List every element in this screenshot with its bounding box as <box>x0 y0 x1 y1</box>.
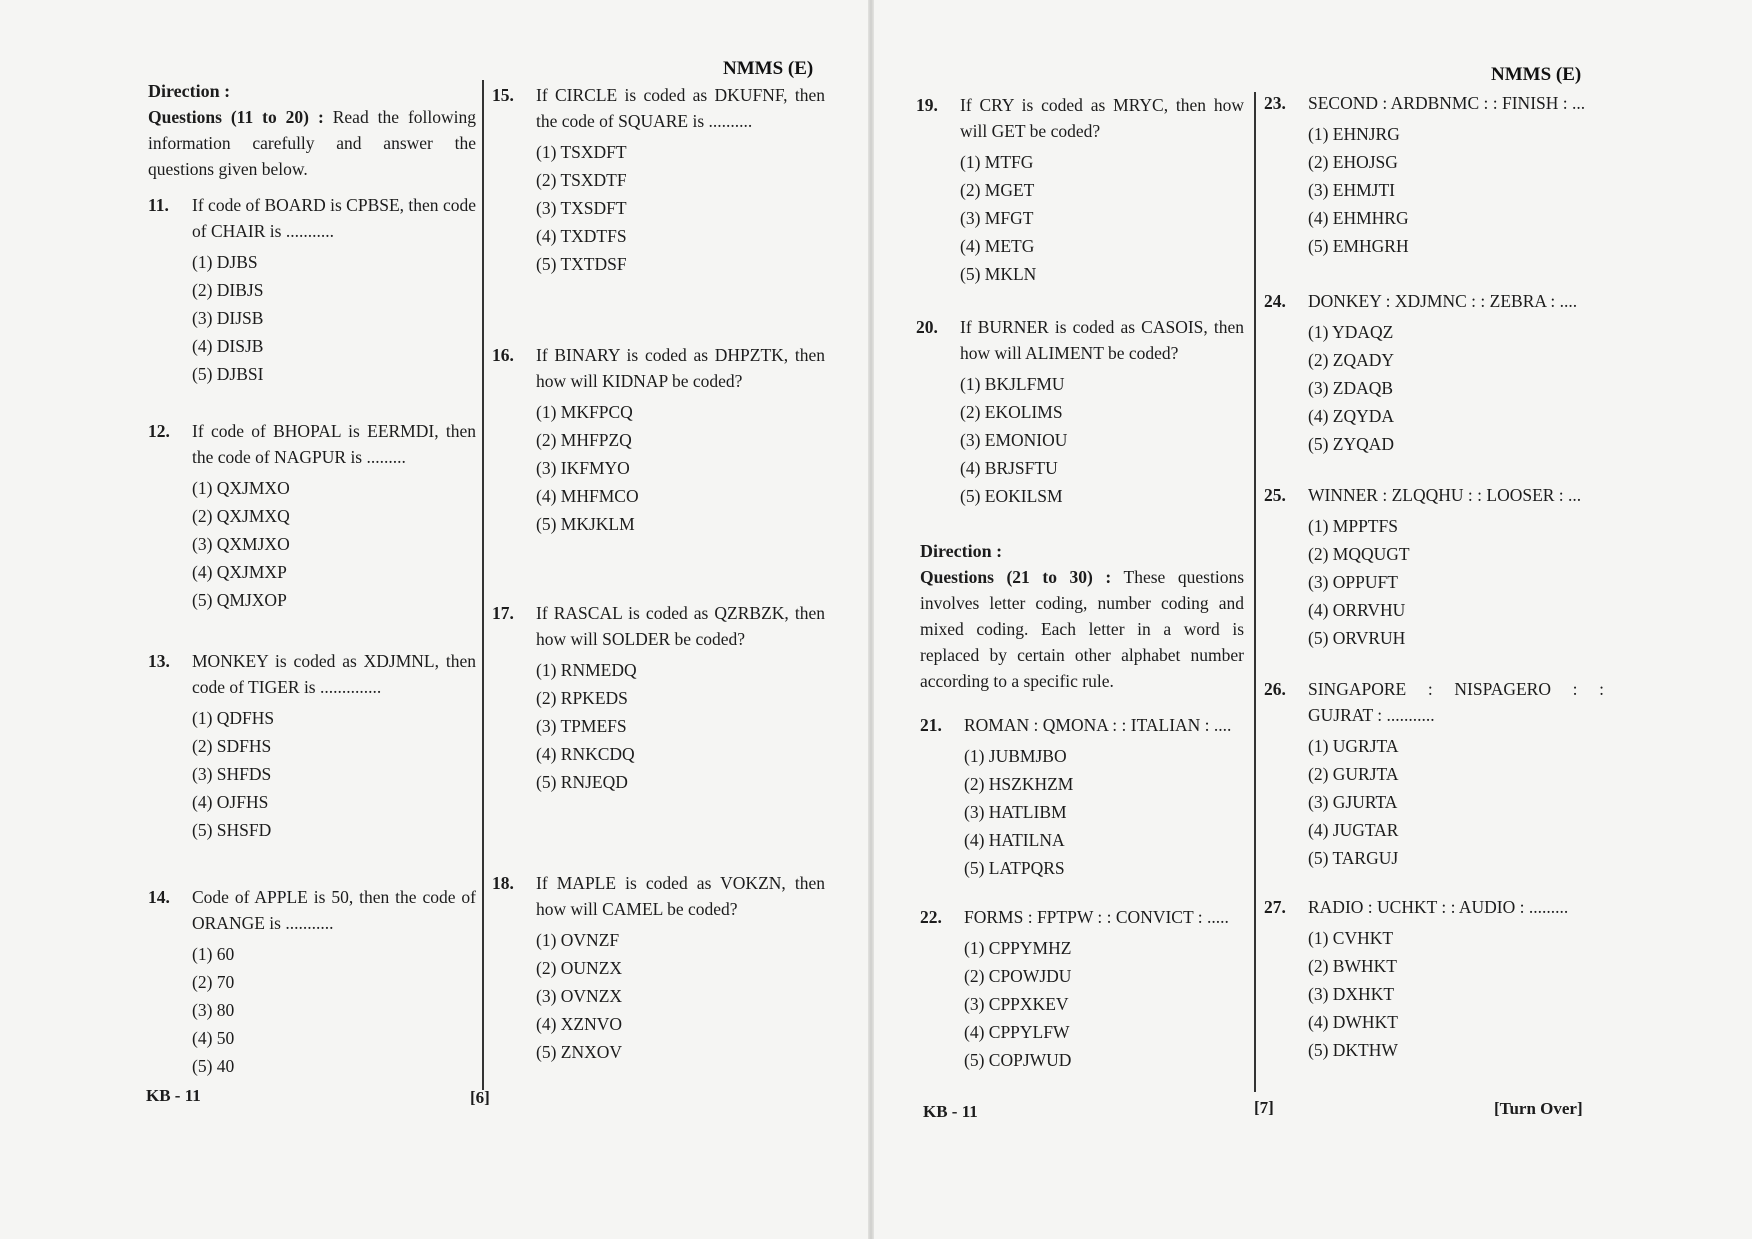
option-5[interactable]: (5) ORVRUH <box>1308 628 1406 648</box>
question-number: 20. <box>916 317 938 337</box>
question-text: If code of BOARD is CPBSE, then code of CHAIR is ........... <box>192 195 476 241</box>
option-2[interactable]: (2) EHOJSG <box>1308 152 1398 172</box>
option-1[interactable]: (1) BKJLFMU <box>960 374 1065 394</box>
direction-text <box>920 564 1244 694</box>
option-1[interactable]: (1) TSXDFT <box>536 142 627 162</box>
option-3[interactable]: (3) ZDAQB <box>1308 378 1394 398</box>
option-list <box>192 704 476 844</box>
option-1[interactable]: (1) RNMEDQ <box>536 660 637 680</box>
option-3[interactable]: (3) QXMJXO <box>192 534 290 554</box>
question-14 <box>148 884 476 1080</box>
option-2[interactable]: (2) MGET <box>960 180 1035 200</box>
option-1[interactable]: (1) JUBMJBO <box>964 746 1067 766</box>
option-4[interactable]: (4) TXDTFS <box>536 226 627 246</box>
option-list <box>536 138 825 278</box>
question-number: 25. <box>1264 485 1286 505</box>
question-text: SINGAPORE : NISPAGERO : : GUJRAT : ........... <box>1308 679 1604 725</box>
option-5[interactable]: (5) QMJXOP <box>192 590 287 610</box>
direction-body: These questions involves letter coding, number coding and mixed coding. Each letter in a word is replaced by certain other alphabet number according to a specific rule. <box>920 567 1245 691</box>
right-column-divider <box>1254 92 1256 1092</box>
question-number: 19. <box>916 95 938 115</box>
question-22 <box>920 904 1244 1074</box>
question-number: 23. <box>1264 93 1286 113</box>
question-text: ROMAN : QMONA : : ITALIAN : .... <box>964 715 1232 735</box>
option-list <box>1308 120 1604 260</box>
option-4[interactable]: (4) ZQYDA <box>1308 406 1395 426</box>
question-text: MONKEY is coded as XDJMNL, then code of TIGER is .............. <box>192 651 476 697</box>
option-1[interactable]: (1) MTFG <box>960 152 1034 172</box>
option-2[interactable]: (2) DIBJS <box>192 280 264 300</box>
option-2[interactable]: (2) MQQUGT <box>1308 544 1410 564</box>
option-3[interactable]: (3) SHFDS <box>192 764 272 784</box>
turn-over-label: [Turn Over] <box>1494 1099 1583 1118</box>
question-number: 18. <box>492 873 514 893</box>
question-number: 13. <box>148 651 170 671</box>
option-5[interactable]: (5) TARGUJ <box>1308 848 1399 868</box>
question-12 <box>148 418 476 614</box>
question-11 <box>148 192 476 388</box>
option-4[interactable]: (4) BRJSFTU <box>960 458 1058 478</box>
question-text: If code of BHOPAL is EERMDI, then the code of NAGPUR is ......... <box>192 421 476 467</box>
question-text: DONKEY : XDJMNC : : ZEBRA : .... <box>1308 291 1578 311</box>
option-list <box>960 148 1244 288</box>
right-footer-code: KB - 11 <box>923 1102 978 1121</box>
question-number: 15. <box>492 85 514 105</box>
option-3[interactable]: (3) TXSDFT <box>536 198 627 218</box>
question-number: 12. <box>148 421 170 441</box>
question-number: 24. <box>1264 291 1286 311</box>
option-4[interactable]: (4) METG <box>960 236 1035 256</box>
question-number: 14. <box>148 887 170 907</box>
option-4[interactable]: (4) ORRVHU <box>1308 600 1406 620</box>
question-text: FORMS : FPTPW : : CONVICT : ..... <box>964 907 1229 927</box>
option-1[interactable]: (1) QDFHS <box>192 708 275 728</box>
question-number: 26. <box>1264 679 1286 699</box>
option-4[interactable]: (4) CPPYLFW <box>964 1022 1070 1042</box>
question-text: If BURNER is coded as CASOIS, then how will ALIMENT be coded? <box>960 317 1244 363</box>
option-3[interactable]: (3) DXHKT <box>1308 984 1395 1004</box>
direction-block-2 <box>920 538 1244 694</box>
option-2[interactable]: (2) ZQADY <box>1308 350 1395 370</box>
question-number: 11. <box>148 195 169 215</box>
question-text: If MAPLE is coded as VOKZN, then how will CAMEL be coded? <box>536 873 825 919</box>
option-3[interactable]: (3) CPPXKEV <box>964 994 1069 1014</box>
left-column-1 <box>148 78 476 182</box>
option-3[interactable]: (3) DIJSB <box>192 308 264 328</box>
question-24 <box>1264 288 1604 458</box>
option-list <box>964 934 1244 1074</box>
option-1[interactable]: (1) UGRJTA <box>1308 736 1399 756</box>
option-5[interactable]: (5) MKLN <box>960 264 1037 284</box>
option-5[interactable]: (5) COPJWUD <box>964 1050 1072 1070</box>
option-list <box>192 248 476 388</box>
option-list <box>192 474 476 614</box>
question-number: 16. <box>492 345 514 365</box>
question-number: 27. <box>1264 897 1286 917</box>
question-number: 21. <box>920 715 942 735</box>
option-1[interactable]: (1) OVNZF <box>536 930 620 950</box>
left-column-divider <box>482 80 484 1090</box>
option-1[interactable]: (1) YDAQZ <box>1308 322 1394 342</box>
right-page-number: [7] <box>1254 1098 1274 1117</box>
option-3[interactable]: (3) IKFMYO <box>536 458 630 478</box>
option-5[interactable]: (5) 40 <box>192 1056 235 1076</box>
question-21 <box>920 712 1244 882</box>
left-footer-code: KB - 11 <box>146 1086 201 1105</box>
question-number: 22. <box>920 907 942 927</box>
option-list <box>536 656 825 796</box>
right-header-code: NMMS (E) <box>1491 64 1582 85</box>
option-5[interactable]: (5) RNJEQD <box>536 772 628 792</box>
question-text: If RASCAL is coded as QZRBZK, then how will SOLDER be coded? <box>536 603 825 649</box>
question-text: If CIRCLE is coded as DKUFNF, then the code of SQUARE is .......... <box>536 85 825 131</box>
left-header-code: NMMS (E) <box>723 58 814 79</box>
question-text: SECOND : ARDBNMC : : FINISH : ... <box>1308 93 1586 113</box>
option-4[interactable]: (4) QXJMXP <box>192 562 287 582</box>
option-list <box>1308 318 1604 458</box>
option-3[interactable]: (3) OVNZX <box>536 986 623 1006</box>
option-3[interactable]: (3) HATLIBM <box>964 802 1067 822</box>
direction-body: Read the following information carefully and answer the questions given below. <box>148 107 477 179</box>
question-text: Code of APPLE is 50, then the code of ORANGE is ........... <box>192 887 476 933</box>
question-text: RADIO : UCHKT : : AUDIO : ......... <box>1308 897 1569 917</box>
option-4[interactable]: (4) 50 <box>192 1028 235 1048</box>
option-4[interactable]: (4) HATILNA <box>964 830 1065 850</box>
question-27 <box>1264 894 1604 1064</box>
right-page <box>870 0 1752 1239</box>
option-1[interactable]: (1) CPPYMHZ <box>964 938 1072 958</box>
question-19 <box>916 92 1244 288</box>
question-17 <box>492 600 825 796</box>
option-2[interactable]: (2) OUNZX <box>536 958 623 978</box>
option-5[interactable]: (5) MKJKLM <box>536 514 635 534</box>
option-list <box>1308 512 1604 652</box>
option-5[interactable]: (5) DJBSI <box>192 364 264 384</box>
question-text: WINNER : ZLQQHU : : LOOSER : ... <box>1308 485 1582 505</box>
option-3[interactable]: (3) OPPUFT <box>1308 572 1398 592</box>
option-list <box>192 940 476 1080</box>
option-2[interactable]: (2) SDFHS <box>192 736 272 756</box>
question-number: 17. <box>492 603 514 623</box>
option-3[interactable]: (3) MFGT <box>960 208 1034 228</box>
option-4[interactable]: (4) DISJB <box>192 336 264 356</box>
option-4[interactable]: (4) RNKCDQ <box>536 744 635 764</box>
option-2[interactable]: (2) RPKEDS <box>536 688 628 708</box>
option-2[interactable]: (2) HSZKHZM <box>964 774 1074 794</box>
option-3[interactable]: (3) 80 <box>192 1000 235 1020</box>
option-2[interactable]: (2) MHFPZQ <box>536 430 632 450</box>
question-18 <box>492 870 825 1066</box>
option-5[interactable]: (5) DKTHW <box>1308 1040 1398 1060</box>
direction-lead: Questions (21 to 30) : <box>920 567 1112 587</box>
option-list <box>1308 732 1604 872</box>
option-1[interactable]: (1) EHNJRG <box>1308 124 1400 144</box>
option-1[interactable]: (1) CVHKT <box>1308 928 1394 948</box>
option-2[interactable]: (2) EKOLIMS <box>960 402 1063 422</box>
question-16 <box>492 342 825 538</box>
question-13 <box>148 648 476 844</box>
option-list <box>536 398 825 538</box>
question-20 <box>916 314 1244 510</box>
direction-text <box>148 104 476 182</box>
option-list <box>964 742 1244 882</box>
option-3[interactable]: (3) GJURTA <box>1308 792 1398 812</box>
option-list <box>960 370 1244 510</box>
option-2[interactable]: (2) QXJMXQ <box>192 506 290 526</box>
option-4[interactable]: (4) JUGTAR <box>1308 820 1399 840</box>
question-23 <box>1264 90 1604 260</box>
option-list <box>536 926 825 1066</box>
option-5[interactable]: (5) LATPQRS <box>964 858 1065 878</box>
option-1[interactable]: (1) 60 <box>192 944 235 964</box>
option-4[interactable]: (4) XZNVO <box>536 1014 623 1034</box>
option-4[interactable]: (4) MHFMCO <box>536 486 639 506</box>
option-1[interactable]: (1) DJBS <box>192 252 258 272</box>
question-25 <box>1264 482 1604 652</box>
direction-title: Direction : <box>920 541 1003 561</box>
option-3[interactable]: (3) TPMEFS <box>536 716 627 736</box>
question-text: If CRY is coded as MRYC, then how will GET be coded? <box>960 95 1244 141</box>
option-5[interactable]: (5) SHSFD <box>192 820 272 840</box>
question-15 <box>492 82 825 278</box>
option-4[interactable]: (4) OJFHS <box>192 792 269 812</box>
option-1[interactable]: (1) MPPTFS <box>1308 516 1398 536</box>
option-4[interactable]: (4) EHMHRG <box>1308 208 1409 228</box>
option-3[interactable]: (3) EMONIOU <box>960 430 1068 450</box>
direction-block <box>148 78 476 182</box>
left-page-number: [6] <box>470 1088 490 1107</box>
option-2[interactable]: (2) TSXDTF <box>536 170 627 190</box>
direction-lead: Questions (11 to 20) : <box>148 107 324 127</box>
option-5[interactable]: (5) EMHGRH <box>1308 236 1409 256</box>
left-page <box>0 0 870 1239</box>
option-list <box>1308 924 1604 1064</box>
question-26 <box>1264 676 1604 872</box>
direction-title: Direction : <box>148 81 231 101</box>
option-5[interactable]: (5) EOKILSM <box>960 486 1063 506</box>
option-2[interactable]: (2) BWHKT <box>1308 956 1397 976</box>
option-2[interactable]: (2) CPOWJDU <box>964 966 1072 986</box>
option-4[interactable]: (4) DWHKT <box>1308 1012 1398 1032</box>
question-text: If BINARY is coded as DHPZTK, then how will KIDNAP be coded? <box>536 345 825 391</box>
option-2[interactable]: (2) GURJTA <box>1308 764 1399 784</box>
option-5[interactable]: (5) ZYQAD <box>1308 434 1395 454</box>
option-1[interactable]: (1) QXJMXO <box>192 478 290 498</box>
option-3[interactable]: (3) EHMJTI <box>1308 180 1395 200</box>
option-2[interactable]: (2) 70 <box>192 972 235 992</box>
option-5[interactable]: (5) ZNXOV <box>536 1042 623 1062</box>
option-1[interactable]: (1) MKFPCQ <box>536 402 633 422</box>
option-5[interactable]: (5) TXTDSF <box>536 254 627 274</box>
